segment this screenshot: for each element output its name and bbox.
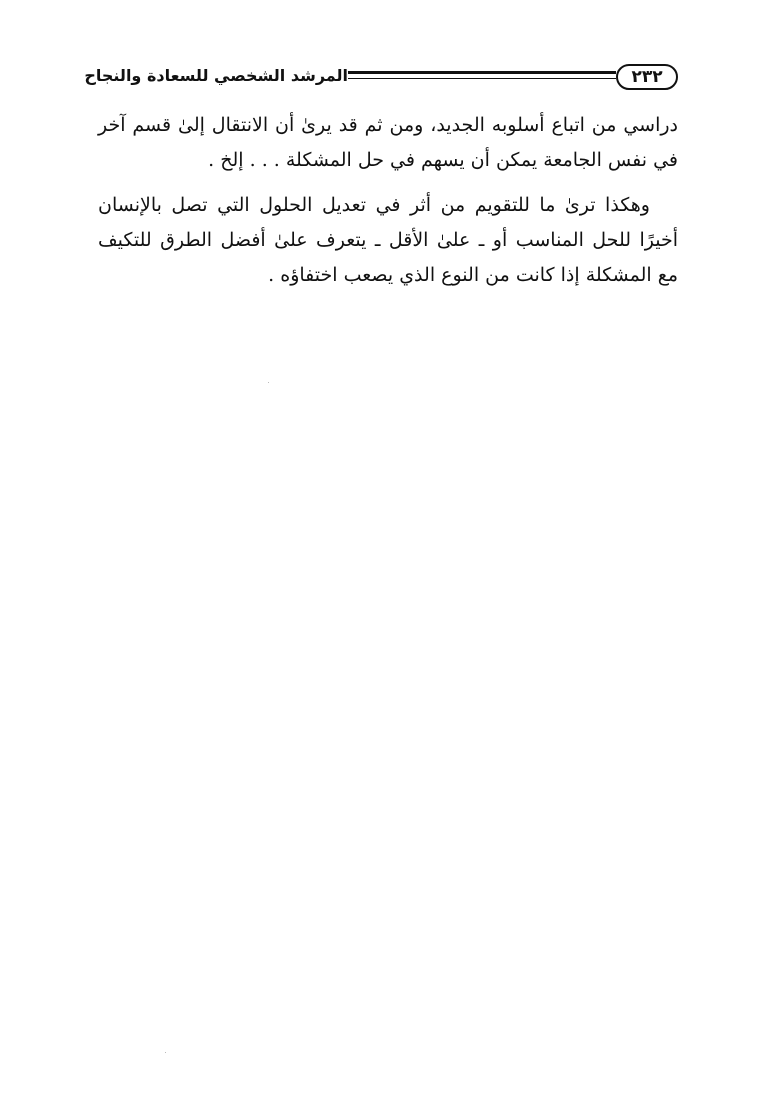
scan-speck [268, 382, 269, 383]
header-rule [348, 71, 616, 74]
text-line: في نفس الجامعة يمكن أن يسهم في حل المشكلة . . . إلخ . [208, 149, 678, 171]
text-line: وهكذا ترىٰ ما للتقويم من أثر في تعديل الحلول التي تصل بالإنسان [98, 194, 650, 216]
paragraph-1 [98, 108, 678, 178]
running-header [84, 64, 678, 94]
text-line: مع المشكلة إذا كانت من النوع الذي يصعب اختفاؤه . [268, 264, 678, 286]
scan-speck [165, 1052, 166, 1053]
header-rule-thin [348, 78, 616, 79]
running-title: المرشد الشخصي للسعادة والنجاح [84, 66, 348, 85]
page-number: ٢٣٢ [616, 64, 678, 90]
text-line: دراسي من اتباع أسلوبه الجديد، ومن ثم قد يرىٰ أن الانتقال إلىٰ قسم آخر [98, 114, 678, 136]
text-line: أخيرًا للحل المناسب أو ـ علىٰ الأقل ـ يتعرف علىٰ أفضل الطرق للتكيف [98, 229, 678, 251]
body-text [98, 108, 678, 293]
paragraph-2 [98, 188, 678, 293]
